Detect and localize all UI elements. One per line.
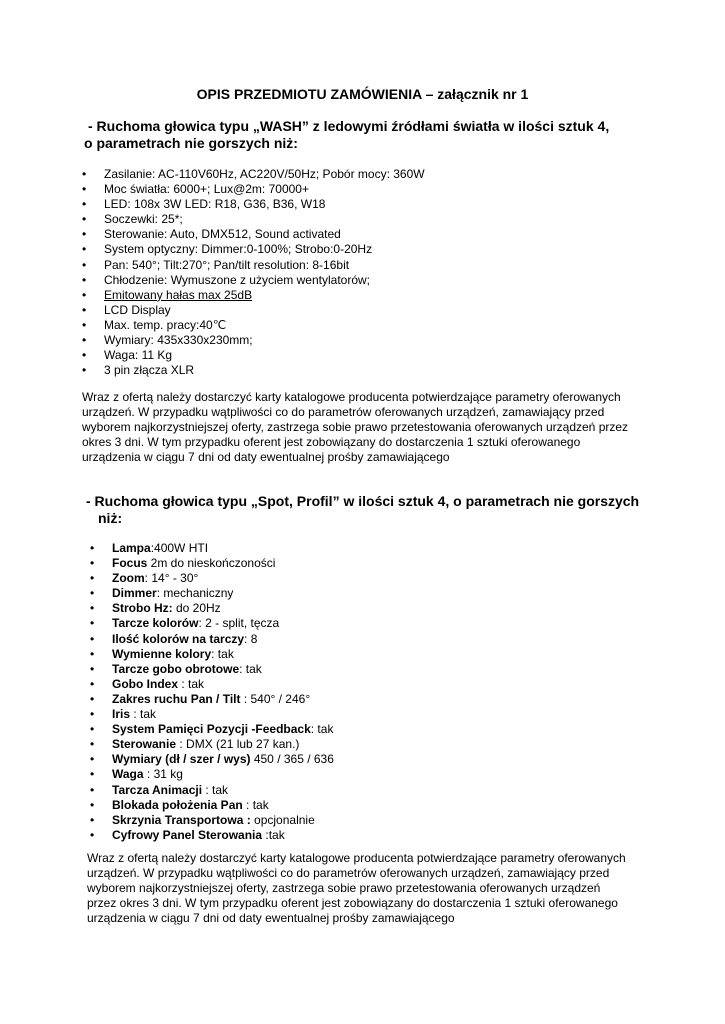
list-item: • Gobo Index : tak xyxy=(90,677,334,692)
section1-list xyxy=(82,167,425,378)
bullet-icon xyxy=(90,571,94,586)
list-item: • Ilość kolorów na tarczy: 8 xyxy=(90,632,334,647)
bullet-icon xyxy=(90,692,94,707)
section2-heading-line: niż: xyxy=(98,510,123,526)
list-item: • Lampa:400W HTI xyxy=(90,541,334,556)
bullet-icon xyxy=(90,616,94,631)
list-item: • Zasilanie: AC-110V60Hz, AC220V/50Hz; Pobór mocy: 360W xyxy=(82,167,425,182)
bullet-icon xyxy=(90,722,94,737)
bullet-icon xyxy=(90,767,94,782)
list-item: • System Pamięci Pozycji -Feedback: tak xyxy=(90,722,334,737)
bullet-icon xyxy=(82,258,86,273)
bullet-icon xyxy=(90,783,94,798)
list-item: • Dimmer: mechaniczny xyxy=(90,586,334,601)
list-item: • Tarcze gobo obrotowe: tak xyxy=(90,662,334,677)
paragraph-line: urządzeń. W przypadku wątpliwości co do parametrów oferowanych urządzeń, zamawiający przed xyxy=(82,405,605,419)
list-item: • Wymiary: 435x330x230mm; xyxy=(82,333,425,348)
list-item: • Zakres ruchu Pan / Tilt : 540° / 246° xyxy=(90,692,334,707)
bullet-icon xyxy=(90,828,94,843)
bullet-icon xyxy=(82,212,86,227)
bullet-icon xyxy=(90,752,94,767)
bullet-icon xyxy=(90,586,94,601)
section2-list xyxy=(90,541,334,843)
bullet-icon xyxy=(82,333,86,348)
bullet-icon xyxy=(82,167,86,182)
list-item: • Iris : tak xyxy=(90,707,334,722)
bullet-icon xyxy=(90,677,94,692)
bullet-icon xyxy=(82,197,86,212)
section2-heading-line: - Ruchoma głowica typu „Spot, Profil” w ilości sztuk 4, o parametrach nie gorszych xyxy=(86,493,640,509)
list-item: • Blokada położenia Pan : tak xyxy=(90,798,334,813)
list-item: • Max. temp. pracy:40℃ xyxy=(82,318,425,333)
bullet-icon xyxy=(90,601,94,616)
bullet-icon xyxy=(82,182,86,197)
section2-paragraph xyxy=(87,851,626,926)
paragraph-line: wyborem najkorzystniejszej oferty, zastrzega sobie prawo przetestowania oferowanych urządzeń xyxy=(87,881,601,895)
bullet-icon xyxy=(82,288,86,303)
list-item: • Focus 2m do nieskończoności xyxy=(90,556,334,571)
bullet-icon xyxy=(90,662,94,677)
bullet-icon xyxy=(90,556,94,571)
paragraph-line: urządzeń. W przypadku wątpliwości co do parametrów oferowanych urządzeń, zamawiający przed xyxy=(87,866,610,880)
paragraph-line: okres 3 dni. W tym przypadku oferent jest zobowiązany do dostarczenia 1 sztuki oferowanego xyxy=(82,435,581,449)
bullet-icon xyxy=(90,707,94,722)
page-title: OPIS PRZEDMIOTU ZAMÓWIENIA – załącznik nr 1 xyxy=(196,86,529,102)
list-item: • System optyczny: Dimmer:0-100%; Strobo:0-20Hz xyxy=(82,242,425,257)
section1-heading-line: - Ruchoma głowica typu „WASH” z ledowymi źródłami światła w ilości sztuk 4, xyxy=(88,118,610,134)
list-item: • Strobo Hz: do 20Hz xyxy=(90,601,334,616)
list-item: • Wymienne kolory: tak xyxy=(90,647,334,662)
bullet-icon xyxy=(90,737,94,752)
list-item: • Wymiary (dł / szer / wys) 450 / 365 / 636 xyxy=(90,752,334,767)
bullet-icon xyxy=(82,227,86,242)
section1-heading xyxy=(86,118,609,152)
section2-heading xyxy=(86,493,639,527)
list-item: • Tarcze kolorów: 2 - split, tęcza xyxy=(90,616,334,631)
list-item: • Zoom: 14° - 30° xyxy=(90,571,334,586)
list-item: • Chłodzenie: Wymuszone z użyciem wentylatorów; xyxy=(82,273,425,288)
list-item: • 3 pin złącza XLR xyxy=(82,363,425,378)
bullet-icon xyxy=(82,348,86,363)
list-item: • LED: 108x 3W LED: R18, G36, B36, W18 xyxy=(82,197,425,212)
list-item: • Waga: 11 Kg xyxy=(82,348,425,363)
paragraph-line: Wraz z ofertą należy dostarczyć karty katalogowe producenta potwierdzające parametry oferowanych xyxy=(87,851,626,865)
list-item: • Waga : 31 kg xyxy=(90,767,334,782)
bullet-icon xyxy=(82,318,86,333)
list-item: • Sterowanie: Auto, DMX512, Sound activated xyxy=(82,227,425,242)
list-item: • Skrzynia Transportowa : opcjonalnie xyxy=(90,813,334,828)
bullet-icon xyxy=(90,632,94,647)
bullet-icon xyxy=(82,363,86,378)
bullet-icon xyxy=(82,303,86,318)
bullet-icon xyxy=(82,273,86,288)
bullet-icon xyxy=(90,647,94,662)
list-item: • Tarcza Animacji : tak xyxy=(90,783,334,798)
paragraph-line: urządzenia w ciągu 7 dni od daty ewentualnej prośby zamawiającego xyxy=(82,450,450,464)
section1-paragraph xyxy=(82,390,628,465)
bullet-icon xyxy=(82,242,86,257)
list-item: • Pan: 540°; Tilt:270°; Pan/tilt resolution: 8-16bit xyxy=(82,258,425,273)
list-item: • Moc światła: 6000+; Lux@2m: 70000+ xyxy=(82,182,425,197)
list-item: • Cyfrowy Panel Sterowania :tak xyxy=(90,828,334,843)
list-item: • Emitowany hałas max 25dB xyxy=(82,288,425,303)
paragraph-line: urządzenia w ciągu 7 dni od daty ewentualnej prośby zamawiającego xyxy=(87,911,455,925)
paragraph-line: przez okres 3 dni. W tym przypadku oferent jest zobowiązany do dostarczenia 1 sztuki oferowanego xyxy=(87,896,618,910)
bullet-icon xyxy=(90,798,94,813)
list-item: • Sterowanie : DMX (21 lub 27 kan.) xyxy=(90,737,334,752)
list-item: • Soczewki: 25*; xyxy=(82,212,425,227)
bullet-icon xyxy=(90,541,94,556)
section1-heading-line: o parametrach nie gorszych niż: xyxy=(84,135,298,151)
paragraph-line: Wraz z ofertą należy dostarczyć karty katalogowe producenta potwierdzające parametry oferowanych xyxy=(82,390,621,404)
list-item: • LCD Display xyxy=(82,303,425,318)
bullet-icon xyxy=(90,813,94,828)
paragraph-line: wyborem najkorzystniejszej oferty, zastrzega sobie prawo przetestowania oferowanych urządzeń przez xyxy=(82,420,629,434)
